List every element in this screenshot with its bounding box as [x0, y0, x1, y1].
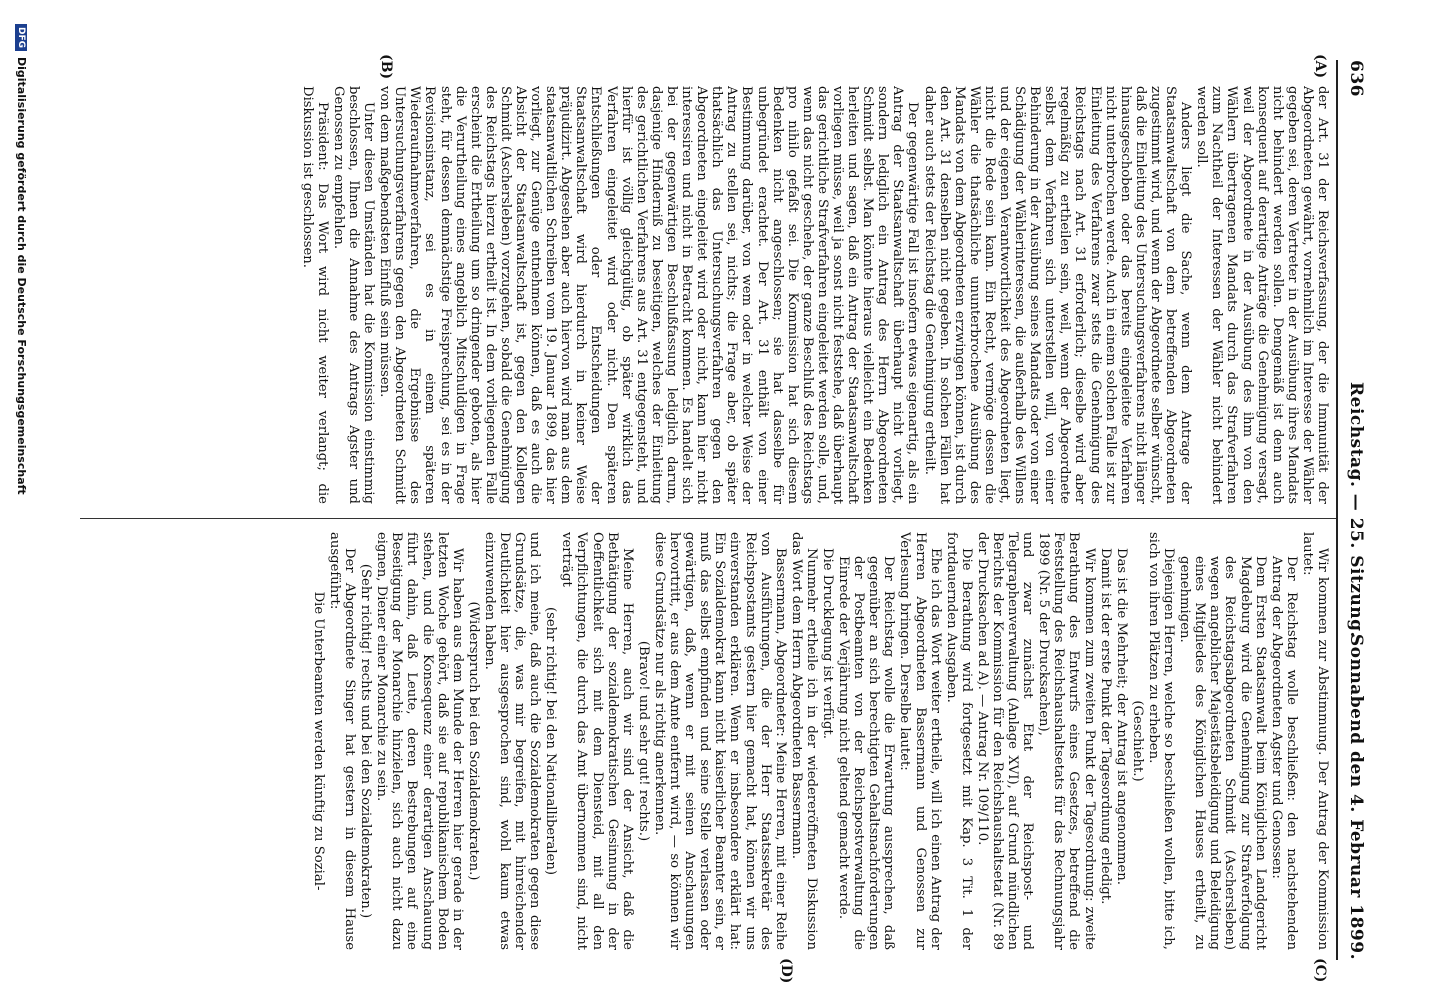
paragraph: Die Berathung wird fortgesetzt mit Kap. 3 Tit. 1 der fortdauernden Ausgaben.: [943, 532, 974, 950]
margin-marker-c: (C): [1312, 958, 1328, 983]
interjection: (sehr richtig! bei den Nationalliberalen): [543, 606, 559, 876]
paragraph: Der Reichstag wolle beschließen: den nachstehenden Antrag der Abgeordneten Agster und Genossen:: [1268, 556, 1299, 950]
left-column: [84, 86, 1330, 504]
paragraph: Das ist die Mehrheit; der Antrag ist angenommen.: [1113, 548, 1129, 885]
margin-marker-a: (A): [1312, 54, 1328, 79]
margin-marker-d: (D): [778, 958, 794, 984]
paragraph: Diejenigen Herren, welche so beschließen wollen, bitte ich, sich von ihren Plätzen zu erheben.: [1145, 532, 1177, 950]
page-number: 636: [1346, 60, 1366, 97]
paragraph: Nunmehr ertheile ich in der wiedereröffneten Diskussion das Wort dem Herrn Abgeordneten Bassermann.: [788, 532, 819, 950]
quote-line: Die Unterbeamten werden künftig zu Sozial-: [310, 591, 326, 891]
interjection: (Bravo! und sehr gut! rechts.): [635, 640, 651, 842]
speech-paragraph: Bassermann, Abgeordneter: Meine Herren, mit einer Reihe von Ausführungen, die der Herr Staatssekretär des Reichspostamts gestern hier gemacht hat, können wir uns einverstanden erklären. Wenn er insbesondere erklärt hat: Ein Sozialdemokrat kann nicht kaiserlicher Beamter sein, er muß das selbst empfinden und seine Stelle verlassen oder gewärtigen, daß, wenn er mit seinen Anschauungen hervortritt, er aus dem Amte entfernt wird, — so können wir diese Grundsätze nur als richtig anerkennen.: [651, 532, 788, 950]
right-column: [84, 532, 1330, 950]
paragraph: der Art. 31 der Reichsverfassung, der die Immunität der Abgeordneten gewährt, vornehmlich im Interesse der Wähler gegeben sei, deren Vertreter in der Ausübung ihres Mandats nicht behindert werden sollen. Demgemäß ist denn auch konsequent auf derartige Anträge die Genehmigung versagt, weil der Abgeordnete in der Ausübung des ihm von den Wählern übertragenen Mandats durch das Strafverfahren zum Nachtheil der Interessen der Wähler nicht behindert werden soll.: [1194, 86, 1330, 504]
session-date: Sonnabend den 4. Februar 1899.: [1346, 633, 1366, 960]
dfg-logo: DFG: [16, 24, 28, 51]
paragraph: Der gegenwärtige Fall ist insofern etwas eigenartig, als ein Antrag der Staatsanwaltschaft überhaupt nicht vorliegt, sondern lediglich ein Antrag des Herrn Abgeordneten Schmidt selbst. Man könnte hieraus vielleicht ein Bedenken herleiten und sagen, daß ein Antrag der Staatsanwaltschaft vorliegen müsse, weil ja sonst nicht feststehe, daß überhaupt das gerichtliche Strafverfahren eingeleitet werden solle, und, wenn das nicht geschehe, der ganze Beschluß des Reichstags pro nihilo gefaßt sei. Die Kommission hat sich diesem Bedenken nicht angeschlossen; sie hat dasselbe für unbegründet erachtet. Der Art. 31 enthält von einer Bestimmung darüber, von wem oder in welcher Weise der Antrag zu stellen sei, nichts; die Frage aber, ob später thatsächlich das Untersuchungsverfahren gegen den Abgeordneten eingeleitet wird oder nicht, kann hier nicht interessiren und nicht in Betracht kommen. Es handelt sich bei der gegenwärtigen Beschlußfassung lediglich darum, dasjenige Hinderniß zu beseitigen, welches der Einleitung des gerichtlichen Verfahrens aus Art. 31 entgegensteht, und hierfür ist völlig gleichgültig, ob später wirklich das Verfahren eingeleitet wird oder nicht. Den späteren Entschließungen oder Entscheidungen der Staatsanwaltschaft wird hierdurch in keiner Weise präjudizirt. Abgesehen aber auch hiervon wird man aus dem staatsanwaltlichen Schreiben vom 19. Januar 1899, das hier vorliegt, zur Genüge entnehmen können, daß es auch die Absicht der Staatsanwaltschaft ist, gegen den Kollegen Schmidt (Aschersleben) vorzugehen, sobald die Genehmigung des Reichstags hierzu ertheilt ist. In dem vorliegenden Falle erscheint die Ertheilung um so dringender geboten, als hier die Verurtheilung eines angeblich Mitschuldigen in Frage steht, für dessen demnächstige Freisprechung, sei es in der Revisionsinstanz, sei es in einem späteren Wiederaufnahmeverfahren, die Ergebnisse des Untersuchungsverfahrens gegen den Abgeordneten Schmidt von dem maßgebendsten Einfluß sein müssen.: [377, 86, 921, 504]
credit-text: Digitalisierung gefördert durch die Deutsche Forschungsgemeinschaft: [15, 57, 28, 495]
interjection: (Widerspruch bei den Sozialdemokraten.): [465, 601, 481, 881]
speech-paragraph: und ich meine, daß auch die Sozialdemokraten gegen diese Grundsätze, die, was mir begreifen, mit hinreichender Deutlichkeit hier ausgesprochen sind, wohl kaum etwas einzuwenden haben.: [481, 532, 543, 950]
paragraph: Ehe ich das Wort weiter ertheile, will ich einen Antrag der Herren Abgeordneten Bassermann und Genossen zur Verlesung bringen. Derselbe lautet:: [897, 532, 943, 950]
margin-marker-b: (B): [378, 54, 394, 80]
page-title: Reichstag. — 25. Sitzung.: [1346, 382, 1366, 638]
interjection: (Geschieht.): [1129, 700, 1145, 782]
paragraph: Wir kommen zur Abstimmung. Der Antrag der Kommission lautet:: [1299, 532, 1330, 950]
agenda-item: Wir kommen zum zweiten Punkt der Tagesordnung: zweite Berathung des Entwurfs eines Gesetzes, betreffend die Feststellung des Reichshaushaltsetats für das Rechnungsjahr 1899 (Nr. 5 der Drucksachen),: [1036, 532, 1097, 950]
paragraph: Damit ist der erste Punkt der Tagesordnung erledigt.: [1097, 548, 1113, 905]
digitization-credit: [15, 24, 28, 976]
speech-paragraph: Meine Herren, auch wir sind der Ansicht, daß die Bethätigung der sozialdemokratischen Gesinnung in der Oeffentlichkeit sich mit dem Diensteid, mit all den Verpflichtungen, die durch das Amt übernommen sind, nicht verträgt: [559, 532, 635, 950]
paragraph: Unter diesen Umständen hat die Kommission einstimmig beschlossen, Ihnen die Annahme des Antrags Agster und Genossen zu empfehlen.: [330, 86, 377, 504]
motion-text: Der Reichstag wolle die Erwartung aussprechen, daß gegenüber an sich berechtigten Gehaltsnachforderungen der Postbeamten von der Reichspostverwaltung die Einrede der Verjährung nicht geltend gemacht werde.: [836, 556, 897, 950]
speech-paragraph: Der Abgeordnete Singer hat gestern in diesem Hause ausgeführt:: [327, 532, 358, 950]
column-divider: [80, 518, 1336, 519]
motion-text: Dem Ersten Staatsanwalt beim Königlichen Landgericht Magdeburg wird die Genehmigung zur Strafverfolgung des Reichstagsabgeordneten Schmidt (Aschersleben) wegen angeblicher Majestätsbeleidigung und Beleidigung eines Mitgliedes des Königlichen Hauses ertheilt, zu genehmigen.: [1177, 556, 1268, 950]
paragraph: Anders liegt die Sache, wenn dem Antrage der Staatsanwaltschaft von dem betreffenden Abgeordneten zugestimmt wird, und wenn der Abgeordnete selber wünscht, daß die Einleitung des Untersuchungsverfahrens nicht länger hinausgeschoben oder das bereits eingeleitete Verfahren nicht unterbrochen werde. Auch in einem solchen Falle ist zur Einleitung des Verfahrens zwar stets die Genehmigung des Reichstags nach Art. 31 erforderlich; dieselbe wird aber regelmäßig zu ertheilen sein, weil, wenn der Abgeordnete selbst dem Verfahren sich unterstellen will, von einer Behinderung in der Ausübung seines Mandats oder von einer Schädigung der Wählerinteressen, die außerhalb des Willens und der eigenen Verantwortlichkeit des Abgeordneten liegt, nicht die Rede sein kann. Ein Recht, vermöge dessen die Wähler die thatsächliche ununterbrochene Ausübung des Mandats von dem Abgeordneten erzwingen können, ist durch den Art. 31 denselben nicht gegeben. In solchen Fällen hat daher auch stets der Reichstag die Genehmigung ertheilt.: [921, 86, 1194, 504]
header-rule: [1336, 60, 1338, 960]
paragraph: Die Drucklegung ist verfügt.: [820, 548, 835, 739]
interjection: (Sehr richtig! rechts und bei den Sozialdemokraten.): [358, 563, 374, 919]
paragraph: und zwar zunächst Etat der Reichspost- und Telegraphenverwaltung (Anlage XVI), auf Grund mündlichen Berichts der Kommission für den Reichshaushaltsetat (Nr. 89 der Drucksachen ad A). — Antrag Nr. 109/110.: [974, 532, 1036, 950]
page-header: [1338, 60, 1372, 960]
speech-paragraph: Wir haben aus dem Munde der Herren hier gerade in der letzten Woche gehört, daß sie auf republikanischem Boden stehen, und die Konsequenz einer derartigen Anschauung führt dahin, daß Leute, deren Bestrebungen auf eine Beseitigung der Monarchie hinzielen, sich auch nicht dazu eignen, Diener einer Monarchie zu sein.: [374, 532, 465, 950]
paragraph: Präsident: Das Wort wird nicht weiter verlangt; die Diskussion ist geschlossen.: [299, 86, 330, 504]
